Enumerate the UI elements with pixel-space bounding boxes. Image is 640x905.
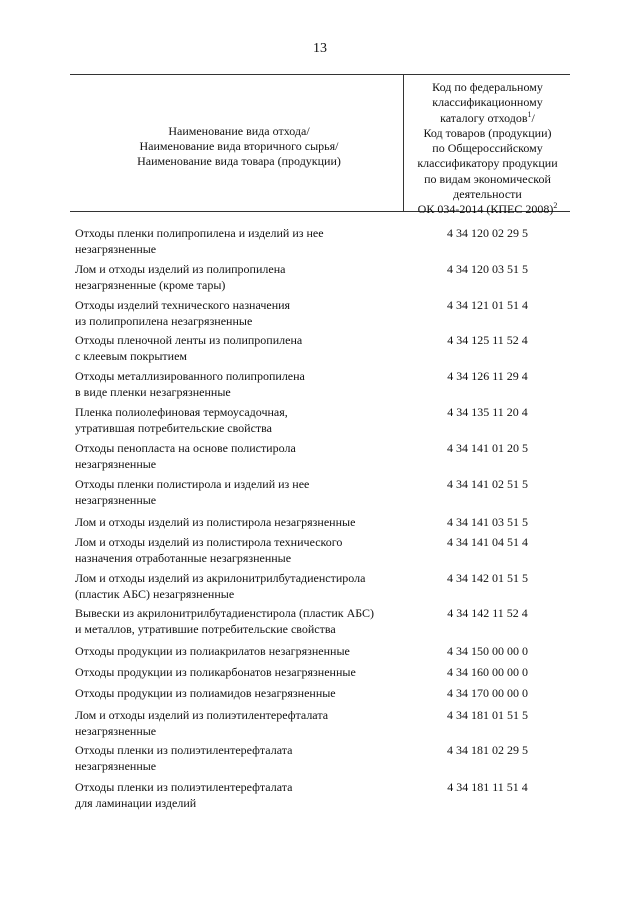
waste-name-line: незагрязненные	[75, 723, 157, 738]
waste-name	[75, 571, 400, 602]
header-left-line: Наименование вида отхода/	[168, 124, 310, 138]
waste-name-line: для ламинации изделий	[75, 795, 197, 810]
waste-name-line: Лом и отходы изделий из полипропилена	[75, 262, 286, 276]
waste-name-line: (пластик АБС) незагрязненные	[75, 586, 235, 601]
waste-name-line: Лом и отходы изделий из полистирола технического	[75, 535, 343, 549]
waste-code: 4 34 141 04 51 4	[447, 535, 528, 549]
waste-code: 4 34 181 11 51 4	[447, 780, 528, 794]
waste-name-line: Лом и отходы изделий из полистирола незагрязненные	[75, 515, 356, 529]
header-slash: /	[531, 110, 535, 125]
waste-code: 4 34 181 02 29 5	[447, 743, 528, 757]
waste-code: 4 34 141 02 51 5	[447, 477, 528, 491]
page-number: 13	[313, 41, 327, 56]
waste-name-line: назначения отработанные незагрязненные	[75, 550, 292, 565]
waste-code: 4 34 141 01 20 5	[447, 441, 528, 455]
waste-name-line: Отходы пленочной ленты из полипропилена	[75, 333, 303, 347]
header-right-text: каталогу отходов	[440, 110, 528, 125]
waste-name	[75, 333, 400, 364]
waste-name	[75, 606, 400, 637]
waste-name	[75, 686, 400, 702]
header-right-line: классификатору продукции	[417, 156, 558, 171]
waste-name	[75, 441, 400, 472]
waste-name-line: в виде пленки незагрязненные	[75, 384, 231, 399]
waste-code: 4 34 126 11 29 4	[447, 369, 528, 383]
footnote-2-marker: 2	[553, 201, 558, 211]
header-right-line: Код по федеральному	[432, 80, 543, 94]
waste-name-line: Лом и отходы изделий из акрилонитрилбутадиенстирола	[75, 571, 366, 585]
waste-code: 4 34 142 01 51 5	[447, 571, 528, 585]
header-right-text: ОК 034-2014 (КПЕС 2008)	[417, 202, 554, 217]
waste-name-line: незагрязненные	[75, 241, 157, 256]
waste-name	[75, 665, 400, 681]
waste-name	[75, 515, 400, 531]
waste-name-line: Отходы продукции из полиакрилатов незагрязненные	[75, 644, 350, 658]
waste-code: 4 34 181 01 51 5	[447, 708, 528, 722]
header-right-line: Код товаров (продукции)	[423, 125, 552, 140]
waste-name	[75, 780, 400, 811]
waste-code: 4 34 120 03 51 5	[447, 262, 528, 276]
waste-name	[75, 743, 400, 774]
waste-name-line: Отходы пленки полистирола и изделий из нее	[75, 477, 310, 491]
waste-name	[75, 535, 400, 566]
waste-name	[75, 298, 400, 329]
waste-code: 4 34 135 11 20 4	[447, 405, 528, 419]
header-right-line: по видам экономической	[424, 171, 551, 186]
waste-name-line: с клеевым покрытием	[75, 348, 188, 363]
waste-name	[75, 226, 400, 257]
waste-name-line: Отходы продукции из полиамидов незагрязненные	[75, 686, 336, 700]
waste-code: 4 34 120 02 29 5	[447, 226, 528, 240]
waste-name-line: незагрязненные	[75, 758, 157, 773]
waste-name-line: Отходы пленки полипропилена и изделий из нее	[75, 226, 324, 240]
waste-name-line: незагрязненные	[75, 492, 157, 507]
header-right-line: классификационному	[432, 95, 543, 110]
waste-name-line: Лом и отходы изделий из полиэтилентерефталата	[75, 708, 329, 722]
waste-name-line: Вывески из акрилонитрилбутадиенстирола (пластик АБС)	[75, 606, 375, 620]
waste-code: 4 34 121 01 51 4	[447, 298, 528, 312]
waste-name	[75, 369, 400, 400]
header-left-line: Наименование вида товара (продукции)	[137, 154, 341, 168]
waste-name	[75, 477, 400, 508]
waste-name-line: Отходы металлизированного полипропилена	[75, 369, 305, 383]
header-right-line: по Общероссийскому	[432, 141, 543, 156]
waste-name	[75, 262, 400, 293]
waste-code: 4 34 125 11 52 4	[447, 333, 528, 347]
header-right-line: деятельности	[453, 187, 522, 202]
waste-name-line: Отходы изделий технического назначения	[75, 298, 291, 312]
waste-name-line: из полипропилена незагрязненные	[75, 313, 253, 328]
waste-name-line: Отходы пленки из полиэтилентерефталата	[75, 780, 293, 794]
waste-name-line: Пленка полиолефиновая термоусадочная,	[75, 405, 288, 419]
waste-name-line: и металлов, утратившие потребительские свойства	[75, 621, 336, 636]
waste-name-line: Отходы пенопласта на основе полистирола	[75, 441, 296, 455]
waste-name-line: незагрязненные	[75, 456, 157, 471]
footnote-1-marker: 1	[527, 109, 532, 119]
waste-name-line: Отходы пленки из полиэтилентерефталата	[75, 743, 293, 757]
waste-name-line: Отходы продукции из поликарбонатов незагрязненные	[75, 665, 356, 679]
waste-code: 4 34 160 00 00 0	[447, 665, 528, 679]
waste-code: 4 34 150 00 00 0	[447, 644, 528, 658]
header-left-line: Наименование вида вторичного сырья/	[139, 139, 339, 153]
waste-name	[75, 708, 400, 739]
waste-code: 4 34 141 03 51 5	[447, 515, 528, 529]
waste-name	[75, 405, 400, 436]
waste-name	[75, 644, 400, 660]
waste-code: 4 34 170 00 00 0	[447, 686, 528, 700]
waste-name-line: утратившая потребительские свойства	[75, 420, 273, 435]
waste-code: 4 34 142 11 52 4	[447, 606, 528, 620]
waste-name-line: незагрязненные (кроме тары)	[75, 277, 226, 292]
